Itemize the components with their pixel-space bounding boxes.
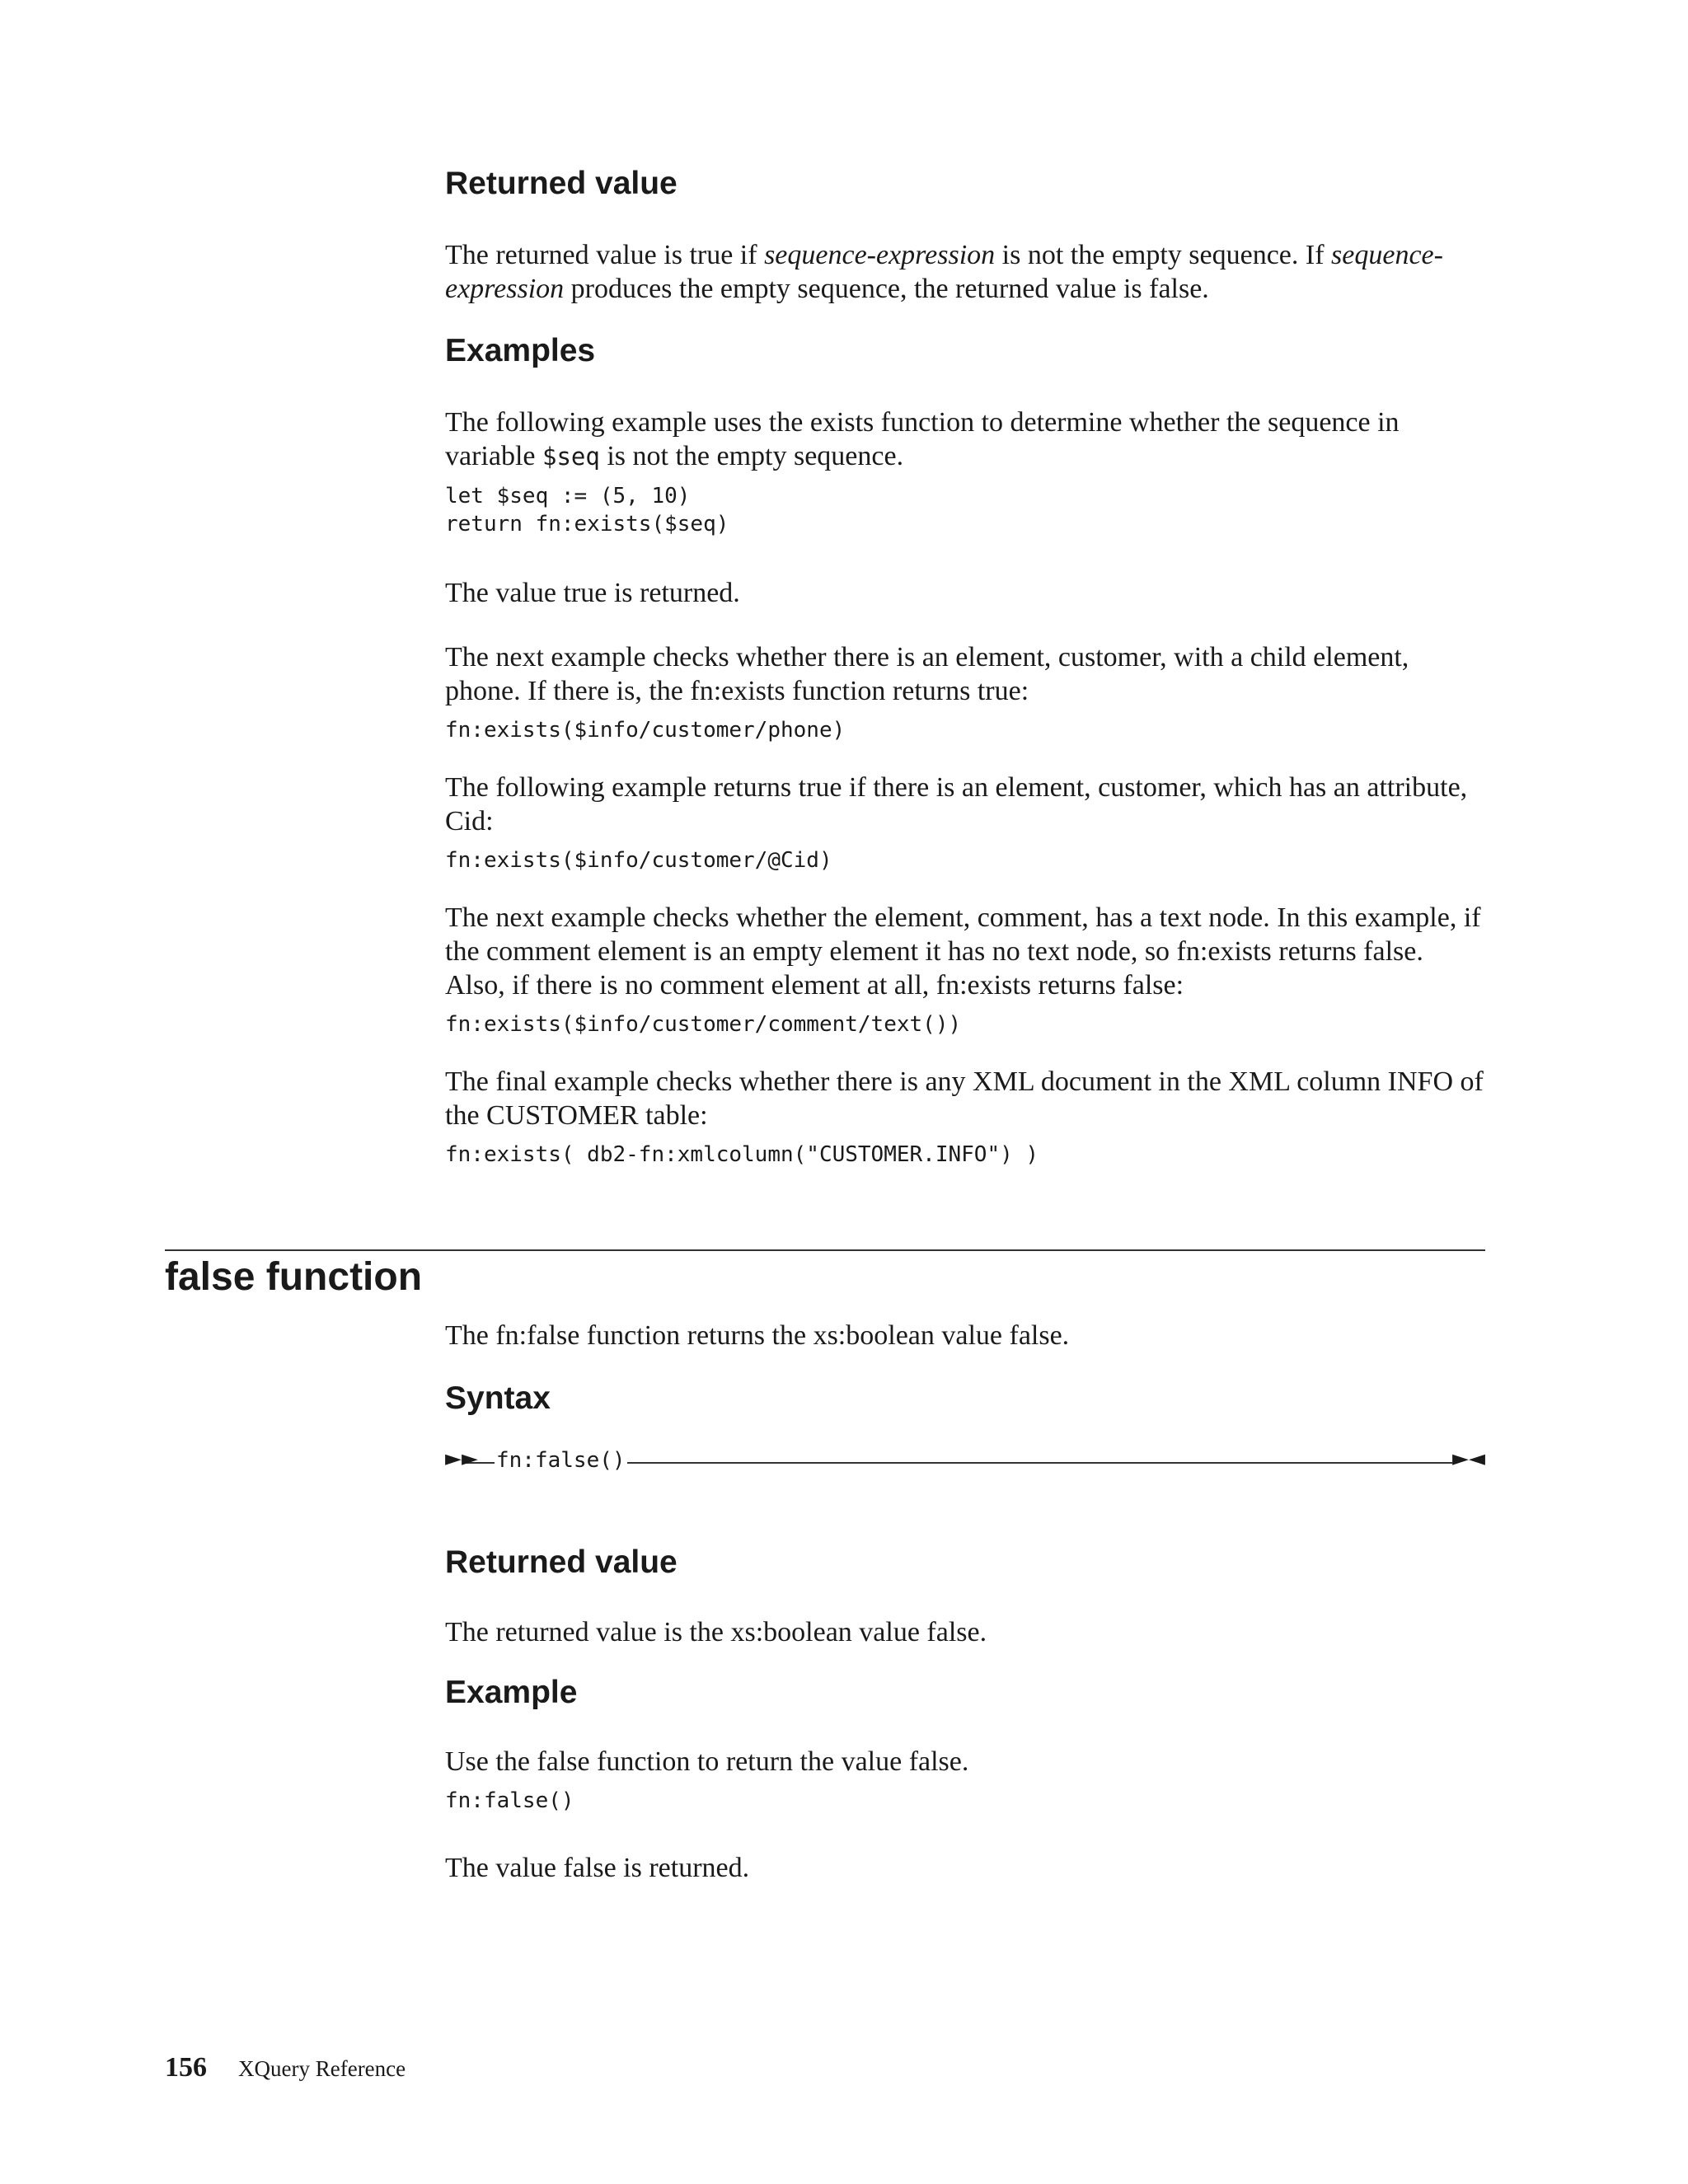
heading-syntax: Syntax <box>445 1380 551 1416</box>
heading-returned-value: Returned value <box>445 166 678 201</box>
heading-example: Example <box>445 1674 578 1710</box>
heading-examples: Examples <box>445 332 596 368</box>
heading-returned-value-false: Returned value <box>445 1544 678 1580</box>
section-title-false-function: false function <box>165 1255 423 1299</box>
code-example-4: fn:exists($info/customer/comment/text()) <box>445 1011 962 1037</box>
example-4-text: The next example checks whether the element, comment, has a text node. In this example, if the comment element is an empty element it has no text node, so fn:exists returns false. Also, if there is no comment element at all, fn:exists returns false: <box>445 902 1481 1001</box>
syntax-end-marker: ►◄ <box>1452 1446 1485 1471</box>
example-5-text: The final example checks whether there is any XML document in the XML column INFO of the CUSTOMER table: <box>445 1066 1484 1131</box>
false-intro: The fn:false function returns the xs:boolean value false. <box>445 1320 1070 1351</box>
syntax-start-marker: ►► <box>445 1446 478 1471</box>
false-example-result: The value false is returned. <box>445 1853 750 1884</box>
page-number: 156 <box>165 2052 207 2083</box>
code-example-2: fn:exists($info/customer/phone) <box>445 717 846 743</box>
example-1-result: The value true is returned. <box>445 577 740 608</box>
false-returned-paragraph: The returned value is the xs:boolean value false. <box>445 1616 987 1647</box>
code-example-5: fn:exists( db2-fn:xmlcolumn("CUSTOMER.INFO") ) <box>445 1141 1039 1167</box>
page-footer <box>165 2052 406 2083</box>
code-example-3: fn:exists($info/customer/@Cid) <box>445 847 832 873</box>
code-example-1: let $seq := (5, 10) return fn:exists($seq) <box>445 483 729 537</box>
syntax-function: fn:false() <box>496 1447 626 1473</box>
book-title: XQuery Reference <box>238 2056 406 2081</box>
example-2-text: The next example checks whether there is an element, customer, with a child element, phone. If there is, the fn:exists function returns true: <box>445 641 1409 706</box>
false-example-text: Use the false function to return the value false. <box>445 1746 969 1778</box>
example-3-text: The following example returns true if there is an element, customer, which has an attribute, Cid: <box>445 771 1468 837</box>
false-example-code: fn:false() <box>445 1788 574 1814</box>
example-1-text: The following example uses the exists function to determine whether the sequence in variable $seq is not the empty sequence. <box>445 406 1400 471</box>
returned-value-paragraph: The returned value is true if sequence-expression is not the empty sequence. If sequence-expression produces the empty sequence, the returned value is false. <box>445 239 1443 304</box>
false-function-section <box>445 1319 1485 1885</box>
syntax-diagram <box>445 1446 1485 1479</box>
exists-function-continued <box>445 165 1485 1169</box>
section-divider <box>165 1249 1485 1251</box>
